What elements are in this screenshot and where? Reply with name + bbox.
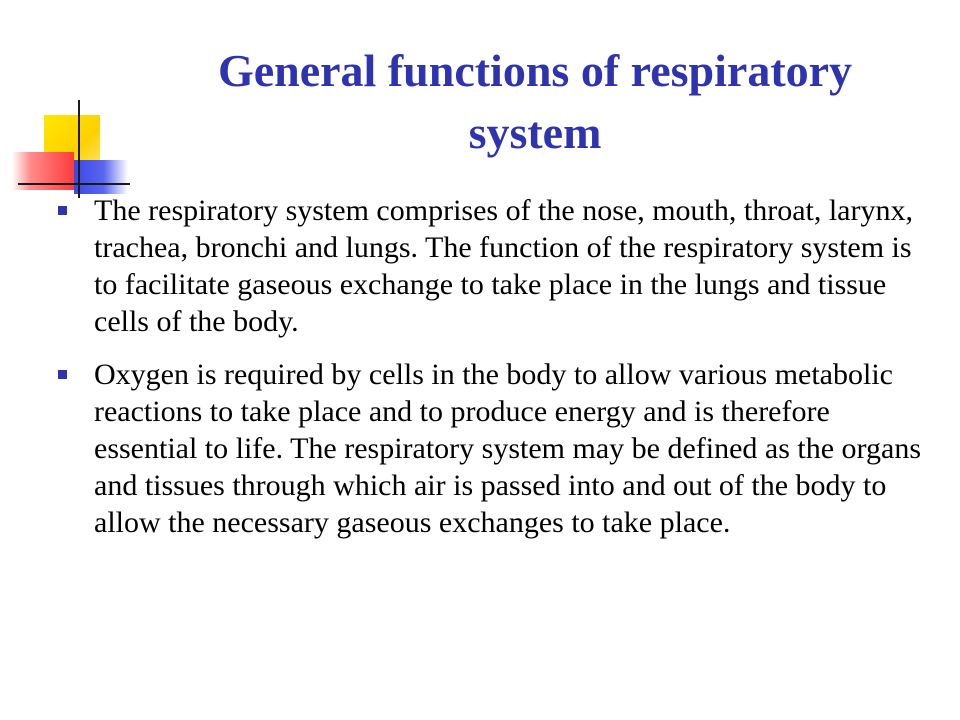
square-bullet-icon [58, 370, 67, 379]
bullet-item [56, 356, 926, 541]
blue-gradient-decoration [74, 160, 128, 194]
bullet-text: The respiratory system comprises of the nose, mouth, throat, larynx, trachea, bronchi and lungs. The function of the respiratory system is to facilitate gaseous exchange to take place in the lungs and tissue cells of the body. [94, 194, 913, 338]
square-bullet-icon [58, 206, 67, 215]
bullet-text: Oxygen is required by cells in the body to allow various metabolic reactions to take place and to produce energy and is therefore essential to life. The respiratory system may be defined as the organs and tissues through which air is passed into and out of the body to allow the necessary gaseous exchanges to take place. [94, 358, 921, 539]
bullet-item [56, 192, 926, 340]
corner-decoration [0, 0, 140, 200]
slide-title: General functions of respiratory system [217, 45, 853, 158]
bullet-list [56, 192, 926, 557]
horizontal-line-decoration [18, 183, 130, 185]
